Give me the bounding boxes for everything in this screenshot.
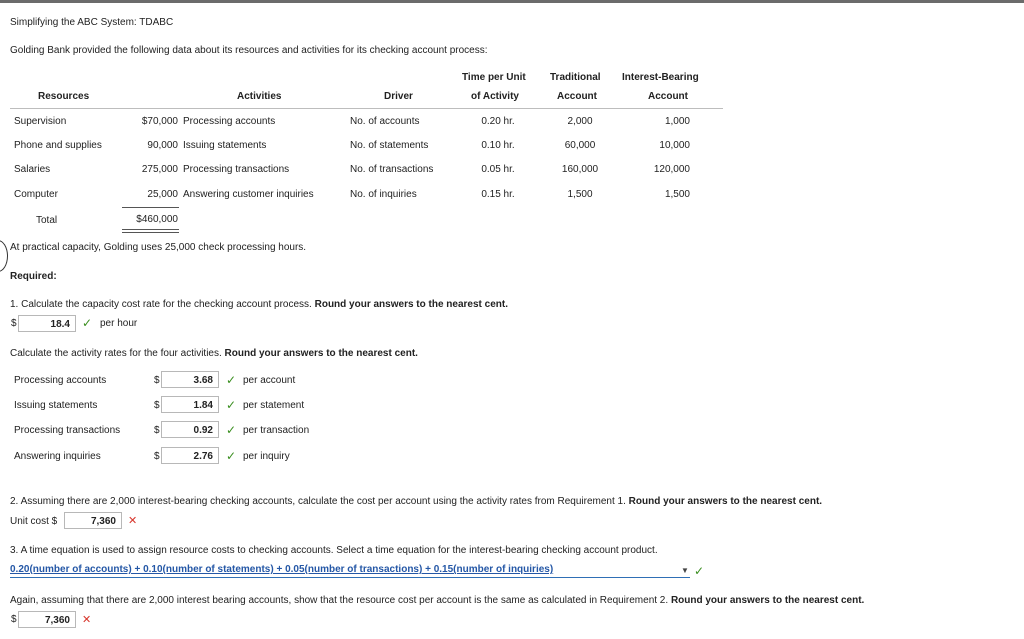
q2-prompt: 2. Assuming there are 2,000 interest-bearing checking accounts, calculate the cost per account using the activity rates from Requirement 1. Round your answers to the nearest cent. bbox=[10, 496, 823, 507]
side-bracket bbox=[0, 240, 8, 272]
rate-input-processing-accounts[interactable]: 3.68 bbox=[161, 371, 219, 388]
header-ib-line1: Interest-Bearing bbox=[622, 72, 699, 83]
row-time: 0.10 hr. bbox=[481, 140, 515, 151]
rate-unit: per inquiry bbox=[243, 451, 290, 462]
row-activity: Answering customer inquiries bbox=[183, 189, 314, 200]
table-header-rule bbox=[10, 108, 723, 109]
q4-cost-per-account-input[interactable]: 7,360 bbox=[18, 611, 76, 628]
row-time: 0.15 hr. bbox=[481, 189, 515, 200]
row-interest: 120,000 bbox=[653, 164, 690, 175]
q1-unit: per hour bbox=[100, 318, 138, 329]
header-activities: Activities bbox=[237, 91, 282, 102]
rate-label: Issuing statements bbox=[14, 400, 98, 411]
header-time-line2: of Activity bbox=[471, 91, 519, 102]
row-interest: 1,500 bbox=[664, 189, 690, 200]
row-interest: 1,000 bbox=[664, 116, 690, 127]
row-activity: Processing transactions bbox=[183, 164, 290, 175]
row-resource: Salaries bbox=[14, 164, 51, 175]
row-driver: No. of inquiries bbox=[350, 189, 417, 200]
check-icon: ✓ bbox=[226, 398, 237, 412]
row-time: 0.20 hr. bbox=[481, 116, 515, 127]
row-traditional: 60,000 bbox=[564, 140, 596, 151]
rate-dollar-sign: $ bbox=[154, 375, 160, 386]
q3-prompt: 3. A time equation is used to assign resource costs to checking accounts. Select a time equation for the interest-bearing checking account product. bbox=[10, 545, 658, 556]
rate-dollar-sign: $ bbox=[154, 451, 160, 462]
time-equation-selected: 0.20(number of accounts) + 0.10(number of statements) + 0.05(number of transactions) + 0.15(number of inquiries) bbox=[10, 564, 554, 575]
chevron-down-icon[interactable]: ▼ bbox=[681, 566, 689, 575]
rate-input-processing-transactions[interactable]: 0.92 bbox=[161, 421, 219, 438]
rate-input-issuing-statements[interactable]: 1.84 bbox=[161, 396, 219, 413]
q4-prompt: Again, assuming that there are 2,000 interest bearing accounts, show that the resource cost per account is the same as calculated in Requirement 2. Round your answers to the nearest cent. bbox=[10, 595, 865, 606]
q1-dollar-sign: $ bbox=[11, 318, 17, 329]
check-icon: ✓ bbox=[226, 373, 237, 387]
header-trad-line2: Account bbox=[557, 91, 597, 102]
rate-unit: per account bbox=[243, 375, 296, 386]
required-label: Required: bbox=[10, 271, 57, 282]
total-rule-1 bbox=[122, 229, 179, 230]
rate-label: Processing transactions bbox=[14, 425, 121, 436]
check-icon: ✓ bbox=[694, 564, 705, 578]
header-ib-line2: Account bbox=[648, 91, 688, 102]
cross-icon: ✕ bbox=[82, 614, 92, 626]
row-driver: No. of transactions bbox=[350, 164, 434, 175]
row-driver: No. of statements bbox=[350, 140, 429, 151]
row-resource: Phone and supplies bbox=[14, 140, 102, 151]
capacity-note: At practical capacity, Golding uses 25,000 check processing hours. bbox=[10, 242, 307, 253]
q4-dollar-sign: $ bbox=[11, 614, 17, 625]
rate-unit: per transaction bbox=[243, 425, 310, 436]
header-driver: Driver bbox=[384, 91, 413, 102]
time-equation-select[interactable] bbox=[10, 563, 690, 578]
subtotal-rule bbox=[122, 207, 179, 208]
row-time: 0.05 hr. bbox=[481, 164, 515, 175]
header-trad-line1: Traditional bbox=[550, 72, 601, 83]
row-activity: Processing accounts bbox=[183, 116, 276, 127]
row-resource: Supervision bbox=[14, 116, 67, 127]
row-resource: Computer bbox=[14, 189, 58, 200]
header-time-line1: Time per Unit bbox=[462, 72, 526, 83]
q2-unit-cost-label: Unit cost $ bbox=[10, 516, 58, 527]
intro-text: Golding Bank provided the following data about its resources and activities for its checking account process: bbox=[10, 45, 488, 56]
row-traditional: 2,000 bbox=[567, 116, 593, 127]
row-interest: 10,000 bbox=[659, 140, 690, 151]
activity-rates-prompt: Calculate the activity rates for the four activities. Round your answers to the nearest cent. bbox=[10, 348, 418, 359]
row-amount: 90,000 bbox=[147, 140, 178, 151]
total-amount: $460,000 bbox=[136, 214, 178, 225]
check-icon: ✓ bbox=[226, 423, 237, 437]
rate-input-answering-inquiries[interactable]: 2.76 bbox=[161, 447, 219, 464]
top-border bbox=[0, 0, 1024, 3]
rate-dollar-sign: $ bbox=[154, 400, 160, 411]
row-amount: $70,000 bbox=[141, 116, 178, 127]
row-traditional: 160,000 bbox=[561, 164, 599, 175]
rate-unit: per statement bbox=[243, 400, 305, 411]
rate-dollar-sign: $ bbox=[154, 425, 160, 436]
row-amount: 25,000 bbox=[147, 189, 178, 200]
check-icon: ✓ bbox=[82, 316, 93, 330]
total-rule-2 bbox=[122, 232, 179, 233]
row-traditional: 1,500 bbox=[567, 189, 593, 200]
header-resources: Resources bbox=[38, 91, 90, 102]
q2-unit-cost-input[interactable]: 7,360 bbox=[64, 512, 122, 529]
total-label: Total bbox=[36, 215, 58, 226]
rate-label: Processing accounts bbox=[14, 375, 107, 386]
q1-capacity-rate-input[interactable]: 18.4 bbox=[18, 315, 76, 332]
cross-icon: ✕ bbox=[128, 515, 138, 527]
row-amount: 275,000 bbox=[141, 164, 178, 175]
row-activity: Issuing statements bbox=[183, 140, 267, 151]
rate-label: Answering inquiries bbox=[14, 451, 101, 462]
page-title: Simplifying the ABC System: TDABC bbox=[10, 17, 174, 28]
q1-prompt: 1. Calculate the capacity cost rate for the checking account process. Round your answers to the nearest cent. bbox=[10, 299, 508, 310]
row-driver: No. of accounts bbox=[350, 116, 420, 127]
check-icon: ✓ bbox=[226, 449, 237, 463]
